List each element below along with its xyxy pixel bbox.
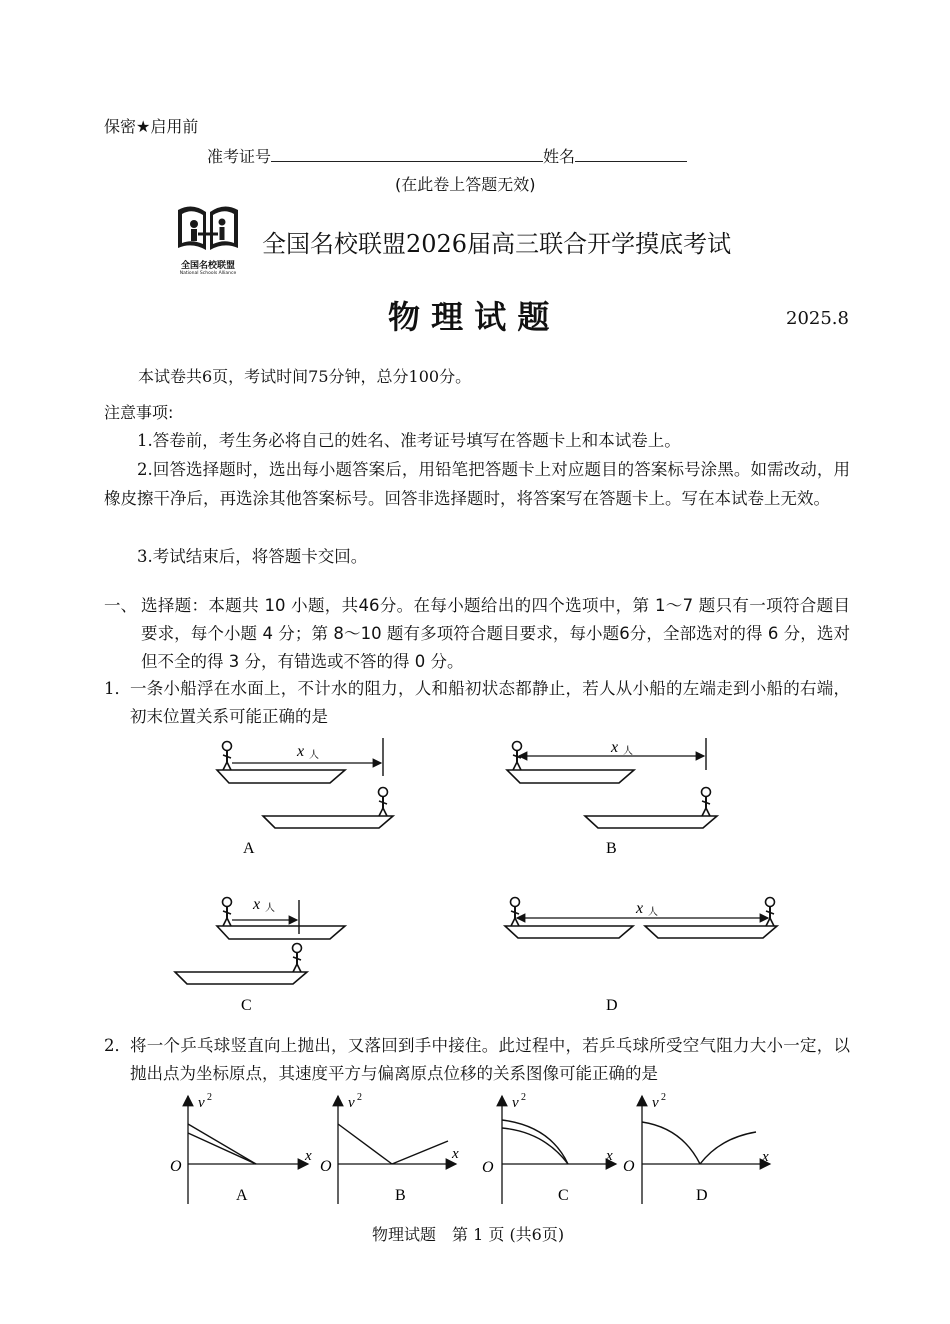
- q1-b-disp-var: x: [611, 739, 619, 756]
- q2-a-origin: O: [170, 1158, 182, 1175]
- q2-c-y-axis: v: [512, 1095, 519, 1111]
- q2-d-y-sup: 2: [661, 1092, 666, 1103]
- q2-c-origin: O: [482, 1159, 494, 1176]
- q2-b-origin: O: [320, 1158, 332, 1175]
- q2-graph-a: [188, 1096, 308, 1204]
- logo-cn-text: 全国名校联盟: [180, 261, 235, 271]
- q1-a-disp-var: x: [297, 743, 305, 760]
- question-1-figures: [150, 730, 800, 1015]
- section-1-heading: [104, 592, 850, 676]
- q1-c-disp-sub: 人: [265, 903, 275, 914]
- question-2: [104, 1032, 850, 1088]
- q1-d-disp-sub: 人: [648, 907, 658, 918]
- alliance-logo: [172, 200, 244, 278]
- exam-title: 全国名校联盟2026届高三联合开学摸底考试: [262, 230, 732, 258]
- question-1: [104, 675, 850, 731]
- exam-id-label: 准考证号: [207, 147, 272, 166]
- q1-option-a-figure: [217, 738, 393, 828]
- exam-id-row: [207, 144, 687, 167]
- q2-b-y-sup: 2: [357, 1092, 362, 1103]
- q1-option-a-label: A: [243, 840, 255, 857]
- exam-date: 2025.8: [786, 308, 849, 329]
- notice-heading: 注意事项:: [104, 403, 174, 422]
- q2-a-y-sup: 2: [207, 1092, 212, 1103]
- q1-option-b-label: B: [606, 840, 617, 857]
- q2-option-d-label: D: [696, 1187, 708, 1204]
- q2-c-y-sup: 2: [521, 1092, 526, 1103]
- q2-d-y-axis: v: [652, 1095, 659, 1111]
- exam-id-blank: [271, 144, 543, 162]
- q2-option-b-label: B: [395, 1187, 406, 1204]
- q1-a-disp-sub: 人: [309, 750, 319, 761]
- q2-a-x-axis: x: [305, 1148, 312, 1164]
- section-1-text: 选择题：本题共 10 小题，共46分。在每小题给出的四个选项中，第 1～7 题只有一项符合题目要求，每个小题 4 分；第 8～10 题有多项符合题目要求，每小题6分，全部选对的得 6 分，选对但不全的得 3 分，有错选或不答的得 0 分。: [141, 596, 850, 671]
- intro-text: 本试卷共6页，考试时间75分钟，总分100分。: [138, 367, 472, 386]
- notice-item-3: 3.考试结束后，将答题卡交回。: [137, 547, 368, 566]
- question-2-graphs: [160, 1088, 780, 1208]
- q2-b-x-axis: x: [452, 1146, 459, 1162]
- subject-title: 物 理 试 题: [388, 298, 550, 336]
- q2-c-x-axis: x: [606, 1148, 613, 1164]
- page-footer: 物理试题 第 1 页 (共6页): [372, 1225, 565, 1244]
- name-label: 姓名: [543, 147, 576, 166]
- question-2-number: 2．: [104, 1036, 131, 1055]
- name-blank: [575, 144, 687, 162]
- invalid-note: (在此卷上答题无效): [395, 175, 536, 194]
- notice-item-1: 1.答卷前，考生务必将自己的姓名、准考证号填写在答题卡上和本试卷上。: [137, 431, 681, 450]
- q2-b-y-axis: v: [348, 1095, 355, 1111]
- question-1-text: 一条小船浮在水面上，不计水的阻力，人和船初状态都静止，若人从小船的左端走到小船的右端，初末位置关系可能正确的是: [130, 679, 850, 726]
- q1-option-c-label: C: [241, 997, 252, 1014]
- q2-d-x-axis: x: [762, 1149, 769, 1165]
- q1-option-d-label: D: [606, 997, 618, 1014]
- confidential-label: 保密★启用前: [104, 117, 199, 136]
- q2-option-a-label: A: [236, 1187, 248, 1204]
- q1-d-disp-var: x: [636, 900, 644, 917]
- book-icon: [172, 200, 244, 256]
- q1-b-disp-sub: 人: [623, 746, 633, 757]
- q1-c-disp-var: x: [253, 896, 261, 913]
- q2-option-c-label: C: [558, 1187, 569, 1204]
- question-1-number: 1．: [104, 679, 131, 698]
- section-1-prefix: 一、: [104, 596, 137, 615]
- q2-d-origin: O: [623, 1158, 635, 1175]
- logo-en-text: National Schools Alliance: [179, 271, 237, 276]
- q2-a-y-axis: v: [198, 1095, 205, 1111]
- notice-item-2: 2.回答选择题时，选出每小题答案后，用铅笔把答题卡上对应题目的答案标号涂黑。如需改动，用橡皮擦干净后，再选涂其他答案标号。回答非选择题时，将答案写在答题卡上。写在本试卷上无效。: [104, 460, 850, 508]
- question-2-text: 将一个乒乓球竖直向上抛出，又落回到手中接住。此过程中，若乒乓球所受空气阻力大小一定，以抛出点为坐标原点，其速度平方与偏离原点位移的关系图像可能正确的是: [130, 1036, 850, 1083]
